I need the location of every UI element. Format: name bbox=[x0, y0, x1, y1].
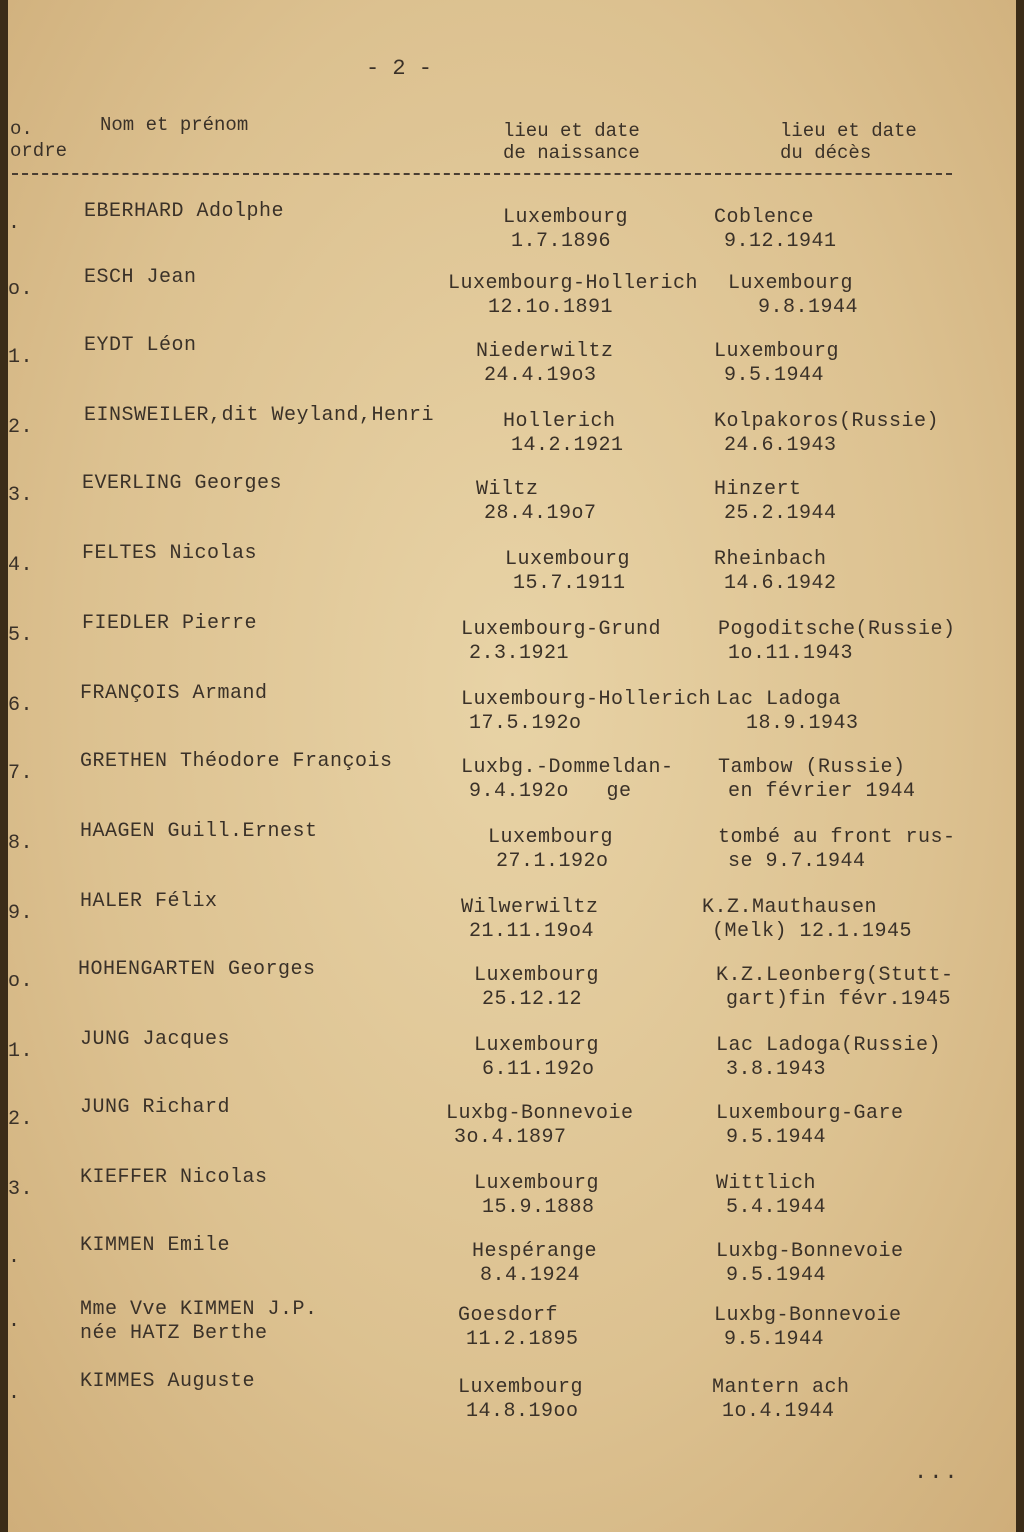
document-page bbox=[8, 0, 1016, 1532]
page-edge-left bbox=[0, 0, 8, 1532]
death-date: 24.6.1943 bbox=[724, 434, 837, 457]
birth-date: 3o.4.1897 bbox=[454, 1126, 567, 1149]
person-name: FIEDLER Pierre bbox=[82, 612, 258, 635]
header-rule bbox=[12, 173, 952, 175]
row-number: . bbox=[8, 1382, 21, 1405]
death-date: 9.5.1944 bbox=[724, 1328, 825, 1351]
row-number: 3. bbox=[8, 484, 34, 507]
person-name: HOHENGARTEN Georges bbox=[78, 958, 316, 981]
death-place: Pogoditsche(Russie) bbox=[718, 618, 956, 641]
death-place: Coblence bbox=[714, 206, 815, 229]
birth-place: Luxembourg-Hollerich bbox=[461, 688, 712, 711]
birth-date: 14.8.19oo bbox=[466, 1400, 579, 1423]
birth-date: 15.7.1911 bbox=[513, 572, 626, 595]
row-number: . bbox=[8, 1310, 21, 1333]
death-place: Luxembourg bbox=[714, 340, 840, 363]
death-date: (Melk) 12.1.1945 bbox=[712, 920, 913, 943]
header-name: Nom et prénom bbox=[100, 114, 249, 136]
header-birth: lieu et date de naissance bbox=[503, 120, 640, 164]
death-date: se 9.7.1944 bbox=[728, 850, 866, 873]
person-name: FRANÇOIS Armand bbox=[80, 682, 268, 705]
birth-place: Luxembourg-Grund bbox=[461, 618, 662, 641]
death-date: 9.12.1941 bbox=[724, 230, 837, 253]
person-name: JUNG Richard bbox=[80, 1096, 231, 1119]
birth-date: 2.3.1921 bbox=[469, 642, 570, 665]
death-date: en février 1944 bbox=[728, 780, 916, 803]
person-name: FELTES Nicolas bbox=[82, 542, 258, 565]
death-date: 1o.11.1943 bbox=[728, 642, 854, 665]
header-ordre: o. ordre bbox=[10, 118, 68, 162]
birth-place: Goesdorf bbox=[458, 1304, 559, 1327]
birth-place: Hollerich bbox=[503, 410, 616, 433]
person-name: HAAGEN Guill.Ernest bbox=[80, 820, 318, 843]
row-number: 7. bbox=[8, 762, 34, 785]
person-name: EBERHARD Adolphe bbox=[84, 200, 285, 223]
death-date: 14.6.1942 bbox=[724, 572, 837, 595]
row-number: 8. bbox=[8, 832, 34, 855]
death-place: Mantern ach bbox=[712, 1376, 850, 1399]
birth-date: 14.2.1921 bbox=[511, 434, 624, 457]
row-number: o. bbox=[8, 970, 34, 993]
death-place: K.Z.Leonberg(Stutt- bbox=[716, 964, 954, 987]
birth-date: 12.1o.1891 bbox=[488, 296, 614, 319]
death-date: 18.9.1943 bbox=[746, 712, 859, 735]
birth-place: Wiltz bbox=[476, 478, 539, 501]
birth-place: Luxembourg bbox=[474, 1034, 600, 1057]
death-place: Luxbg-Bonnevoie bbox=[716, 1240, 904, 1263]
death-date: 9.5.1944 bbox=[726, 1264, 827, 1287]
row-number: 1. bbox=[8, 346, 34, 369]
birth-place: Hespérange bbox=[472, 1240, 598, 1263]
birth-place: Luxembourg-Hollerich bbox=[448, 272, 699, 295]
death-place: Hinzert bbox=[714, 478, 802, 501]
birth-date: 24.4.19o3 bbox=[484, 364, 597, 387]
birth-date: 28.4.19o7 bbox=[484, 502, 597, 525]
birth-place: Luxbg.-Dommeldan- bbox=[461, 756, 674, 779]
birth-place: Niederwiltz bbox=[476, 340, 614, 363]
death-place: Luxembourg-Gare bbox=[716, 1102, 904, 1125]
death-place: Wittlich bbox=[716, 1172, 817, 1195]
death-date: 5.4.1944 bbox=[726, 1196, 827, 1219]
person-name: EINSWEILER,dit Weyland,Henri bbox=[84, 404, 435, 427]
person-name: KIMMEN Emile bbox=[80, 1234, 231, 1257]
birth-place: Luxbg-Bonnevoie bbox=[446, 1102, 634, 1125]
row-number: 2. bbox=[8, 1108, 34, 1131]
death-place: tombé au front rus- bbox=[718, 826, 956, 849]
death-date: 9.5.1944 bbox=[726, 1126, 827, 1149]
birth-place: Luxembourg bbox=[503, 206, 629, 229]
death-place: Luxembourg bbox=[728, 272, 854, 295]
row-number: 1. bbox=[8, 1040, 34, 1063]
person-name: Mme Vve KIMMEN J.P. née HATZ Berthe bbox=[80, 1298, 318, 1345]
birth-date: 15.9.1888 bbox=[482, 1196, 595, 1219]
birth-place: Luxembourg bbox=[474, 964, 600, 987]
birth-date: 1.7.1896 bbox=[511, 230, 612, 253]
person-name: HALER Félix bbox=[80, 890, 218, 913]
row-number: 6. bbox=[8, 694, 34, 717]
death-date: 9.5.1944 bbox=[724, 364, 825, 387]
death-date: 25.2.1944 bbox=[724, 502, 837, 525]
death-date: 3.8.1943 bbox=[726, 1058, 827, 1081]
page-number: - 2 - bbox=[366, 56, 433, 81]
death-date: 9.8.1944 bbox=[758, 296, 859, 319]
birth-date: 6.11.192o bbox=[482, 1058, 595, 1081]
person-name: JUNG Jacques bbox=[80, 1028, 231, 1051]
death-place: Lac Ladoga(Russie) bbox=[716, 1034, 942, 1057]
death-date: 1o.4.1944 bbox=[722, 1400, 835, 1423]
row-number: 5. bbox=[8, 624, 34, 647]
person-name: GRETHEN Théodore François bbox=[80, 750, 393, 773]
row-number: 9. bbox=[8, 902, 34, 925]
death-place: Kolpakoros(Russie) bbox=[714, 410, 940, 433]
person-name: KIEFFER Nicolas bbox=[80, 1166, 268, 1189]
birth-place: Luxembourg bbox=[488, 826, 614, 849]
row-number: 4. bbox=[8, 554, 34, 577]
person-name: EVERLING Georges bbox=[82, 472, 283, 495]
birth-place: Luxembourg bbox=[458, 1376, 584, 1399]
birth-place: Wilwerwiltz bbox=[461, 896, 599, 919]
row-number: . bbox=[8, 1246, 21, 1269]
death-place: Luxbg-Bonnevoie bbox=[714, 1304, 902, 1327]
person-name: EYDT Léon bbox=[84, 334, 197, 357]
person-name: ESCH Jean bbox=[84, 266, 197, 289]
row-number: o. bbox=[8, 278, 34, 301]
death-place: Lac Ladoga bbox=[716, 688, 842, 711]
person-name: KIMMES Auguste bbox=[80, 1370, 256, 1393]
header-death: lieu et date du décès bbox=[780, 120, 917, 164]
birth-date: 27.1.192o bbox=[496, 850, 609, 873]
row-number: . bbox=[8, 212, 21, 235]
birth-place: Luxembourg bbox=[505, 548, 631, 571]
birth-date: 9.4.192o ge bbox=[469, 780, 632, 803]
birth-place: Luxembourg bbox=[474, 1172, 600, 1195]
death-place: Rheinbach bbox=[714, 548, 827, 571]
death-place: K.Z.Mauthausen bbox=[702, 896, 878, 919]
birth-date: 11.2.1895 bbox=[466, 1328, 579, 1351]
birth-date: 25.12.12 bbox=[482, 988, 583, 1011]
birth-date: 8.4.1924 bbox=[480, 1264, 581, 1287]
page-edge-right bbox=[1016, 0, 1024, 1532]
death-date: gart)fin févr.1945 bbox=[726, 988, 952, 1011]
row-number: 2. bbox=[8, 416, 34, 439]
birth-date: 17.5.192o bbox=[469, 712, 582, 735]
birth-date: 21.11.19o4 bbox=[469, 920, 595, 943]
row-number: 3. bbox=[8, 1178, 34, 1201]
death-place: Tambow (Russie) bbox=[718, 756, 906, 779]
continuation-mark: ... bbox=[914, 1460, 960, 1485]
